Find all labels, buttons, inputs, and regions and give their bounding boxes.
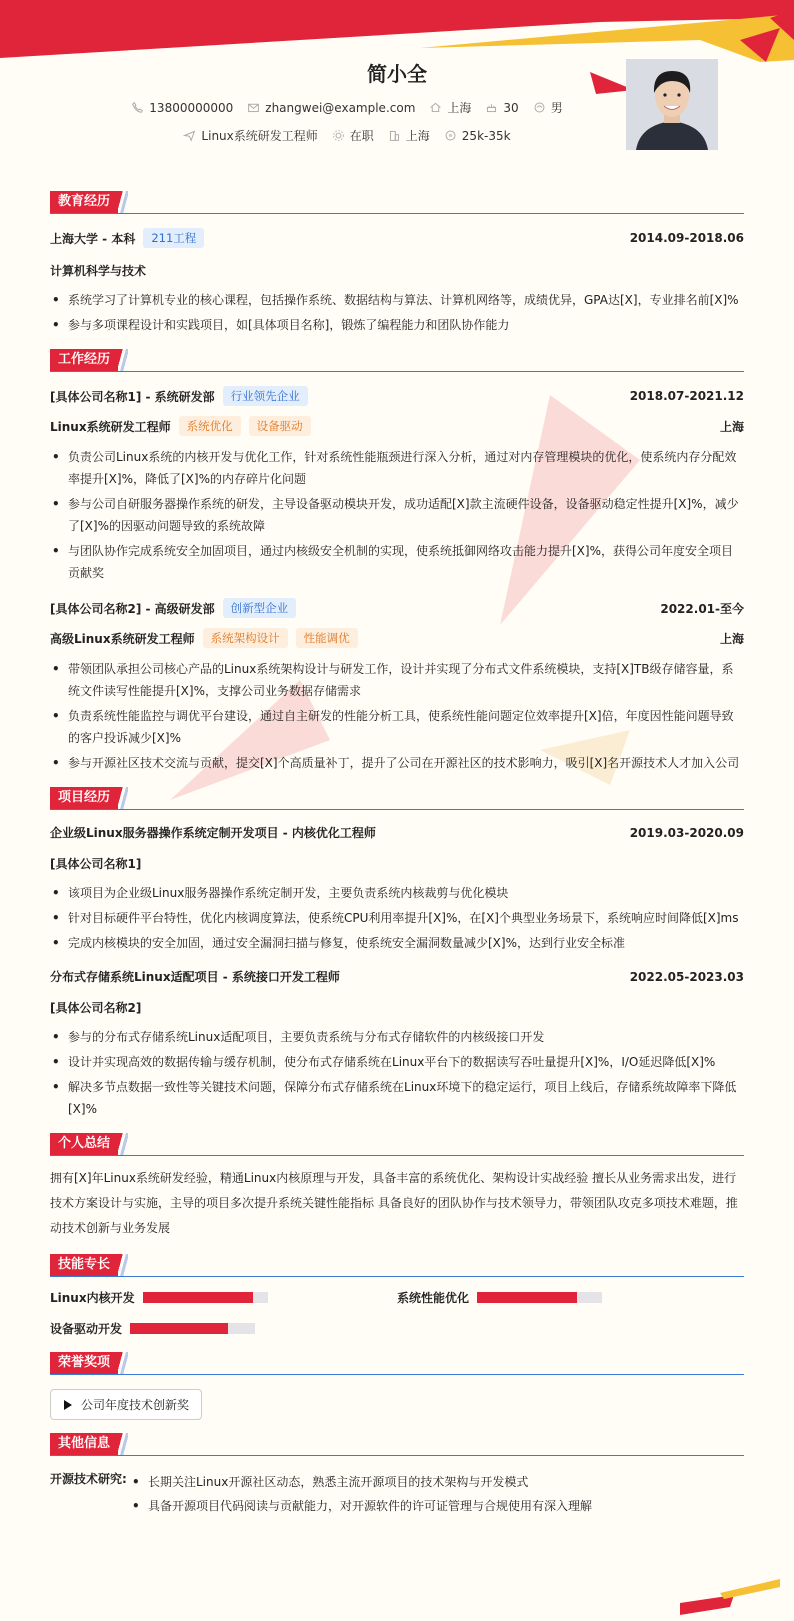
job-city: 上海 xyxy=(719,419,744,434)
section-title: 技能专长 xyxy=(50,1254,118,1276)
phone-icon xyxy=(131,101,144,114)
role-tag: 设备驱动 xyxy=(249,416,311,436)
role-tag: 系统优化 xyxy=(179,416,241,436)
project-bullets xyxy=(50,1026,744,1120)
job-role-row xyxy=(50,628,744,648)
major-name: 计算机科学与技术 xyxy=(50,264,147,278)
award-name: 公司年度技术创新奖 xyxy=(81,1398,190,1412)
salary-item xyxy=(444,129,511,143)
job-role: 高级Linux系统研发工程师 xyxy=(50,631,195,646)
list-item: • 负责系统性能监控与调优平台建设，通过自主研发的性能分析工具，使系统性能问题定位效率提升[X]倍，年度因性能问题导致的客户投诉减少[X]% xyxy=(50,705,744,749)
summary-text: 拥有[X]年Linux系统研发经验，精通Linux内核原理与开发，具备丰富的系统优化、架构设计实战经验 擅长从业务需求出发，进行技术方案设计与实施，主导的项目多次提升系统关键性能指标 具备良好的团队协作与技术领导力，带领团队攻克多项技术难题，推动技术创新与业务发展 xyxy=(50,1171,738,1235)
section-title: 荣誉奖项 xyxy=(50,1352,118,1374)
location-item xyxy=(429,99,471,116)
job-role-row xyxy=(50,416,744,436)
school-tag: 211工程 xyxy=(143,228,204,248)
list-item: • 具备开源项目代码阅读与贡献能力，对开源软件的许可证管理与合规使用有深入理解 xyxy=(128,1494,744,1518)
list-item: • 针对目标硬件平台特性，优化内核调度算法，使系统CPU利用率提升[X]%，在[X]个典型业务场景下，系统响应时间降低[X]ms xyxy=(50,907,744,929)
other-info-row xyxy=(50,1470,744,1518)
list-item: • 设计并实现高效的数据传输与缓存机制，使分布式存储系统在Linux平台下的数据读写吞吐量提升[X]%，I/O延迟降低[X]% xyxy=(50,1051,744,1073)
project-company: [具体公司名称1] xyxy=(50,857,142,871)
candidate-name: 简小全 xyxy=(367,62,427,86)
target-city-text: 上海 xyxy=(405,129,430,143)
projects-section xyxy=(50,788,744,1120)
avatar-portrait xyxy=(626,59,718,150)
job-title-item xyxy=(183,127,317,144)
section-title-tail xyxy=(118,191,128,213)
section-title: 项目经历 xyxy=(50,787,118,809)
job-city: 上海 xyxy=(719,631,744,646)
skill-bar xyxy=(143,1292,268,1303)
building-icon xyxy=(388,129,401,142)
phone-text: 13800000000 xyxy=(149,100,234,115)
company-tag: 行业领先企业 xyxy=(223,386,308,406)
skill-item xyxy=(50,1320,397,1337)
job-title-text: Linux系统研发工程师 xyxy=(201,129,318,143)
section-title-tail xyxy=(118,787,128,809)
section-header xyxy=(50,1134,744,1156)
section-header xyxy=(50,1255,744,1277)
skill-name: Linux内核开发 xyxy=(50,1291,135,1305)
mail-icon xyxy=(247,101,260,114)
phone-item xyxy=(131,101,233,115)
skill-bar-fill xyxy=(477,1292,577,1303)
other-info-label: 开源技术研究: xyxy=(50,1472,127,1486)
email-text: zhangwei@example.com xyxy=(265,100,416,115)
skills-grid xyxy=(50,1289,744,1337)
project-period: 2022.05-2023.03 xyxy=(629,969,744,984)
skill-item xyxy=(50,1289,397,1306)
list-item: • 与团队协作完成系统安全加固项目，通过内核级安全机制的实现，使系统抵御网络攻击能力提升[X]%，获得公司年度安全项目贡献奖 xyxy=(50,540,744,584)
section-title-tail xyxy=(118,1433,128,1455)
job-period: 2022.01-至今 xyxy=(660,601,744,616)
play-icon xyxy=(63,1400,73,1410)
summary-section xyxy=(50,1134,744,1241)
project-row xyxy=(50,968,744,985)
other-info-list xyxy=(128,1470,744,1518)
gender-item xyxy=(533,99,563,116)
list-item: • 该项目为企业级Linux服务器操作系统定制开发，主要负责系统内核裁剪与优化模块 xyxy=(50,882,744,904)
project-name: 分布式存储系统Linux适配项目 - 系统接口开发工程师 xyxy=(50,970,340,984)
education-section xyxy=(50,192,744,336)
section-title: 其他信息 xyxy=(50,1433,118,1455)
cake-icon xyxy=(485,101,498,114)
job-role: Linux系统研发工程师 xyxy=(50,419,171,434)
project-period: 2019.03-2020.09 xyxy=(629,825,744,840)
gender-icon xyxy=(533,101,546,114)
email-item xyxy=(247,101,415,115)
section-title-tail xyxy=(118,1133,128,1155)
job-period: 2018.07-2021.12 xyxy=(629,389,744,403)
list-item: • 负责公司Linux系统的内核开发与优化工作，针对系统性能瓶颈进行深入分析，通过对内存管理模块的优化，使系统内存分配效率提升[X]%，降低了[X]%的内存碎片化问题 xyxy=(50,446,744,490)
target-city-item xyxy=(388,127,430,144)
list-item: • 参与开源社区技术交流与贡献，提交[X]个高质量补丁，提升了公司在开源社区的技术影响力，吸引[X]名开源技术人才加入公司 xyxy=(50,752,744,774)
section-header xyxy=(50,350,744,372)
list-item: • 参与的分布式存储系统Linux适配项目，主要负责系统与分布式存储软件的内核级接口开发 xyxy=(50,1026,744,1048)
skill-name: 设备驱动开发 xyxy=(50,1322,123,1336)
list-item: • 参与多项课程设计和实践项目，如[具体项目名称]，锻炼了编程能力和团队协作能力 xyxy=(50,314,744,336)
skills-section xyxy=(50,1255,744,1337)
list-item: • 解决多节点数据一致性等关键技术问题，保障分布式存储系统在Linux环境下的稳定运行，项目上线后，存储系统故障率下降低[X]% xyxy=(50,1076,744,1120)
location-text: 上海 xyxy=(447,101,472,115)
company-tag: 创新型企业 xyxy=(223,598,297,618)
age-text: 30 xyxy=(503,100,519,115)
age-item xyxy=(485,101,518,115)
bottom-stripe-decoration xyxy=(680,1575,794,1621)
avatar xyxy=(626,59,718,150)
section-header xyxy=(50,1434,744,1456)
list-item: • 长期关注Linux开源社区动态，熟悉主流开源项目的技术架构与开发模式 xyxy=(128,1470,744,1494)
salary-text: 25k-35k xyxy=(461,128,511,143)
section-title: 个人总结 xyxy=(50,1133,118,1155)
list-item: • 系统学习了计算机专业的核心课程，包括操作系统、数据结构与算法、计算机网络等，成绩优异，GPA达[X]，专业排名前[X]% xyxy=(50,289,744,311)
home-icon xyxy=(429,101,442,114)
section-title: 工作经历 xyxy=(50,349,118,371)
skill-bar-fill xyxy=(130,1323,228,1334)
section-title-tail xyxy=(118,1352,128,1374)
skill-name: 系统性能优化 xyxy=(397,1291,470,1305)
company-name: [具体公司名称2] - 高级研发部 xyxy=(50,601,215,616)
company-name: [具体公司名称1] - 系统研发部 xyxy=(50,389,215,404)
section-header xyxy=(50,1353,744,1375)
section-title-tail xyxy=(118,349,128,371)
job-intent-row xyxy=(90,127,604,144)
education-period: 2014.09-2018.06 xyxy=(629,231,744,245)
section-header xyxy=(50,192,744,214)
project-name: 企业级Linux服务器操作系统定制开发项目 - 内核优化工程师 xyxy=(50,826,376,840)
status-item xyxy=(332,127,374,144)
job-company-row xyxy=(50,386,744,406)
section-title: 教育经历 xyxy=(50,191,118,213)
section-title-tail xyxy=(118,1254,128,1276)
skill-item xyxy=(397,1289,744,1306)
gear-icon xyxy=(332,129,345,142)
resume-header xyxy=(50,0,744,180)
project-company: [具体公司名称2] xyxy=(50,1001,142,1015)
list-item: • 完成内核模块的安全加固，通过安全漏洞扫描与修复，使系统安全漏洞数量减少[X]%，达到行业安全标准 xyxy=(50,932,744,954)
project-row xyxy=(50,824,744,841)
school-name: 上海大学 - 本科 xyxy=(50,231,136,246)
send-icon xyxy=(183,129,196,142)
gender-text: 男 xyxy=(550,101,563,115)
coin-icon xyxy=(444,129,457,142)
role-tag: 性能调优 xyxy=(296,628,358,648)
status-text: 在职 xyxy=(349,129,374,143)
role-tag: 系统架构设计 xyxy=(203,628,288,648)
other-section xyxy=(50,1434,744,1518)
project-bullets xyxy=(50,882,744,954)
honors-section xyxy=(50,1353,744,1420)
list-item: • 参与公司自研服务器操作系统的研发，主导设备驱动模块开发，成功适配[X]款主流硬件设备，设备驱动稳定性提升[X]%，减少了[X]%的因驱动问题导致的系统故障 xyxy=(50,493,744,537)
section-header xyxy=(50,788,744,810)
list-item: • 带领团队承担公司核心产品的Linux系统架构设计与研发工作，设计并实现了分布式文件系统模块，支持[X]TB级存储容量，系统文件读写性能提升[X]%，支撑公司业务数据存储需求 xyxy=(50,658,744,702)
job-company-row xyxy=(50,598,744,618)
award-item xyxy=(50,1389,202,1420)
education-row xyxy=(50,228,744,248)
education-bullets xyxy=(50,289,744,336)
job-bullets xyxy=(50,446,744,584)
skill-bar xyxy=(477,1292,602,1303)
skill-bar-fill xyxy=(143,1292,253,1303)
contact-row xyxy=(90,99,604,116)
work-section xyxy=(50,350,744,774)
job-bullets xyxy=(50,658,744,774)
skill-bar xyxy=(130,1323,255,1334)
